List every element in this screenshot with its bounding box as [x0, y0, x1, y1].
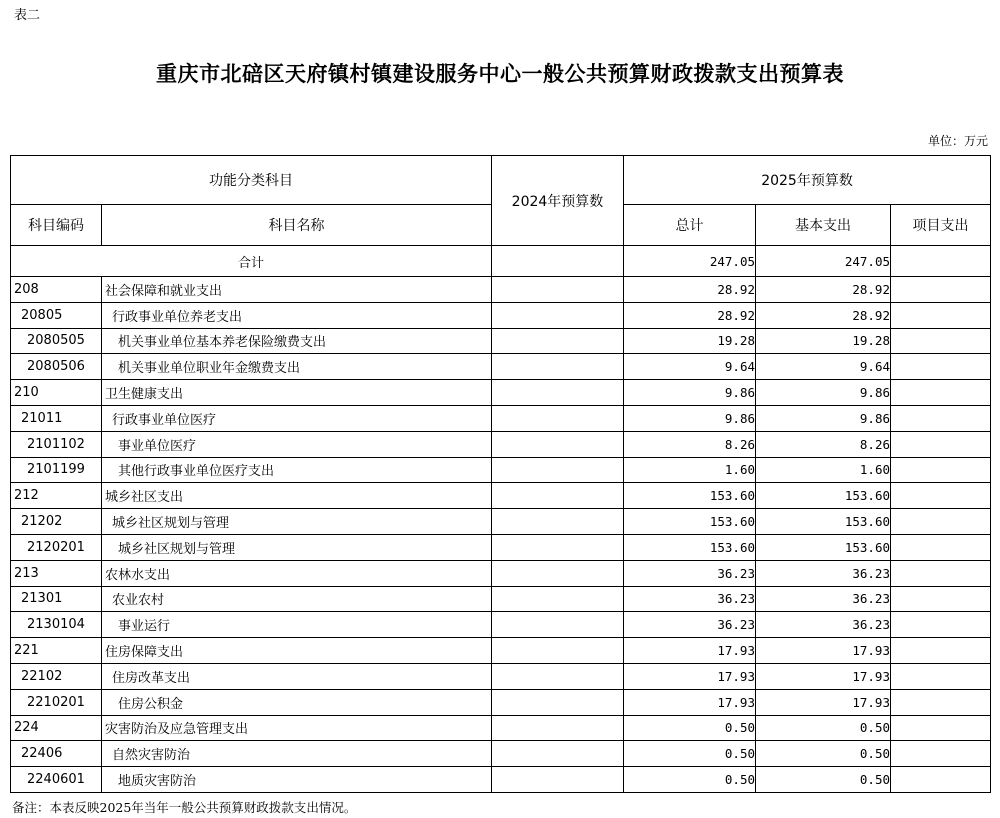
header-row-1	[11, 156, 991, 205]
name-cell: 事业单位医疗	[102, 431, 492, 457]
code-cell: 2101102	[11, 431, 102, 457]
basic-cell: 9.86	[756, 380, 891, 406]
table-row	[11, 689, 991, 715]
total-cell: 19.28	[624, 328, 756, 354]
code-cell: 2080506	[11, 354, 102, 380]
code-cell: 22406	[11, 741, 102, 767]
total-cell: 17.93	[624, 689, 756, 715]
total-cell: 153.60	[624, 509, 756, 535]
project-cell	[891, 534, 991, 560]
total-cell: 1.60	[624, 457, 756, 483]
name-cell: 自然灾害防治	[102, 741, 492, 767]
total-cell: 8.26	[624, 431, 756, 457]
total-row	[11, 246, 991, 277]
basic-cell: 28.92	[756, 277, 891, 303]
total-cell: 9.86	[624, 405, 756, 431]
table-row	[11, 509, 991, 535]
total-basic-cell: 247.05	[756, 246, 891, 277]
b2024-cell	[492, 431, 624, 457]
table-row	[11, 534, 991, 560]
basic-cell: 28.92	[756, 302, 891, 328]
code-cell: 2210201	[11, 689, 102, 715]
basic-cell: 36.23	[756, 560, 891, 586]
b2024-cell	[492, 405, 624, 431]
total-label: 合计	[11, 246, 492, 277]
b2024-cell	[492, 715, 624, 741]
total-cell: 28.92	[624, 277, 756, 303]
project-cell	[891, 277, 991, 303]
header-total: 总计	[624, 205, 756, 246]
code-cell: 2080505	[11, 328, 102, 354]
b2024-cell	[492, 638, 624, 664]
basic-cell: 36.23	[756, 586, 891, 612]
total-project-cell	[891, 246, 991, 277]
table-row	[11, 560, 991, 586]
header-func-class: 功能分类科目	[11, 156, 492, 205]
code-cell: 21301	[11, 586, 102, 612]
name-cell: 行政事业单位医疗	[102, 405, 492, 431]
basic-cell: 9.86	[756, 405, 891, 431]
project-cell	[891, 638, 991, 664]
b2024-cell	[492, 380, 624, 406]
table-row	[11, 277, 991, 303]
header-name: 科目名称	[102, 205, 492, 246]
code-cell: 213	[11, 560, 102, 586]
page-title: 重庆市北碚区天府镇村镇建设服务中心一般公共预算财政拨款支出预算表	[156, 61, 844, 86]
table-row	[11, 405, 991, 431]
table-row	[11, 457, 991, 483]
b2024-cell	[492, 663, 624, 689]
project-cell	[891, 328, 991, 354]
project-cell	[891, 560, 991, 586]
total-cell: 36.23	[624, 612, 756, 638]
total-cell: 9.64	[624, 354, 756, 380]
code-cell: 2101199	[11, 457, 102, 483]
project-cell	[891, 663, 991, 689]
code-cell: 21011	[11, 405, 102, 431]
basic-cell: 17.93	[756, 638, 891, 664]
basic-cell: 1.60	[756, 457, 891, 483]
name-cell: 城乡社区支出	[102, 483, 492, 509]
total-cell: 153.60	[624, 483, 756, 509]
project-cell	[891, 586, 991, 612]
basic-cell: 8.26	[756, 431, 891, 457]
table-row	[11, 663, 991, 689]
table-row	[11, 354, 991, 380]
name-cell: 住房改革支出	[102, 663, 492, 689]
b2024-cell	[492, 741, 624, 767]
budget-table	[10, 155, 991, 793]
document-label: 表二	[14, 8, 41, 23]
table-row	[11, 431, 991, 457]
table-row	[11, 612, 991, 638]
name-cell: 机关事业单位基本养老保险缴费支出	[102, 328, 492, 354]
basic-cell: 17.93	[756, 689, 891, 715]
table-row	[11, 767, 991, 793]
basic-cell: 153.60	[756, 509, 891, 535]
b2024-cell	[492, 767, 624, 793]
name-cell: 卫生健康支出	[102, 380, 492, 406]
b2024-cell	[492, 509, 624, 535]
name-cell: 事业运行	[102, 612, 492, 638]
total-total-cell: 247.05	[624, 246, 756, 277]
project-cell	[891, 612, 991, 638]
project-cell	[891, 431, 991, 457]
project-cell	[891, 767, 991, 793]
header-budget-2025: 2025年预算数	[624, 156, 991, 205]
b2024-cell	[492, 354, 624, 380]
total-cell: 0.50	[624, 767, 756, 793]
project-cell	[891, 354, 991, 380]
project-cell	[891, 302, 991, 328]
basic-cell: 153.60	[756, 534, 891, 560]
b2024-cell	[492, 483, 624, 509]
table-row	[11, 638, 991, 664]
basic-cell: 0.50	[756, 715, 891, 741]
table-row	[11, 302, 991, 328]
total-b2024-cell	[492, 246, 624, 277]
code-cell: 210	[11, 380, 102, 406]
header-basic: 基本支出	[756, 205, 891, 246]
project-cell	[891, 715, 991, 741]
header-budget-2024: 2024年预算数	[492, 156, 624, 246]
basic-cell: 0.50	[756, 741, 891, 767]
project-cell	[891, 509, 991, 535]
name-cell: 其他行政事业单位医疗支出	[102, 457, 492, 483]
footnote: 备注：本表反映2025年当年一般公共预算财政拨款支出情况。	[12, 800, 357, 815]
basic-cell: 0.50	[756, 767, 891, 793]
b2024-cell	[492, 534, 624, 560]
code-cell: 2120201	[11, 534, 102, 560]
name-cell: 住房公积金	[102, 689, 492, 715]
name-cell: 行政事业单位养老支出	[102, 302, 492, 328]
name-cell: 地质灾害防治	[102, 767, 492, 793]
code-cell: 20805	[11, 302, 102, 328]
table-row	[11, 380, 991, 406]
table-row	[11, 586, 991, 612]
code-cell: 212	[11, 483, 102, 509]
project-cell	[891, 380, 991, 406]
project-cell	[891, 457, 991, 483]
basic-cell: 17.93	[756, 663, 891, 689]
b2024-cell	[492, 560, 624, 586]
name-cell: 农林水支出	[102, 560, 492, 586]
b2024-cell	[492, 689, 624, 715]
name-cell: 城乡社区规划与管理	[102, 509, 492, 535]
name-cell: 灾害防治及应急管理支出	[102, 715, 492, 741]
project-cell	[891, 689, 991, 715]
project-cell	[891, 483, 991, 509]
basic-cell: 9.64	[756, 354, 891, 380]
total-cell: 0.50	[624, 715, 756, 741]
project-cell	[891, 741, 991, 767]
name-cell: 农业农村	[102, 586, 492, 612]
basic-cell: 19.28	[756, 328, 891, 354]
code-cell: 221	[11, 638, 102, 664]
b2024-cell	[492, 586, 624, 612]
b2024-cell	[492, 612, 624, 638]
total-cell: 36.23	[624, 560, 756, 586]
table-row	[11, 483, 991, 509]
code-cell: 21202	[11, 509, 102, 535]
header-project: 项目支出	[891, 205, 991, 246]
name-cell: 机关事业单位职业年金缴费支出	[102, 354, 492, 380]
b2024-cell	[492, 328, 624, 354]
header-code: 科目编码	[11, 205, 102, 246]
total-cell: 17.93	[624, 663, 756, 689]
code-cell: 2130104	[11, 612, 102, 638]
table-row	[11, 741, 991, 767]
total-cell: 0.50	[624, 741, 756, 767]
project-cell	[891, 405, 991, 431]
total-cell: 28.92	[624, 302, 756, 328]
basic-cell: 153.60	[756, 483, 891, 509]
b2024-cell	[492, 457, 624, 483]
code-cell: 224	[11, 715, 102, 741]
total-cell: 9.86	[624, 380, 756, 406]
total-cell: 36.23	[624, 586, 756, 612]
table-row	[11, 328, 991, 354]
code-cell: 208	[11, 277, 102, 303]
b2024-cell	[492, 302, 624, 328]
total-cell: 153.60	[624, 534, 756, 560]
name-cell: 住房保障支出	[102, 638, 492, 664]
b2024-cell	[492, 277, 624, 303]
name-cell: 社会保障和就业支出	[102, 277, 492, 303]
code-cell: 2240601	[11, 767, 102, 793]
code-cell: 22102	[11, 663, 102, 689]
unit-label: 单位：万元	[927, 134, 988, 148]
basic-cell: 36.23	[756, 612, 891, 638]
total-cell: 17.93	[624, 638, 756, 664]
name-cell: 城乡社区规划与管理	[102, 534, 492, 560]
table-row	[11, 715, 991, 741]
